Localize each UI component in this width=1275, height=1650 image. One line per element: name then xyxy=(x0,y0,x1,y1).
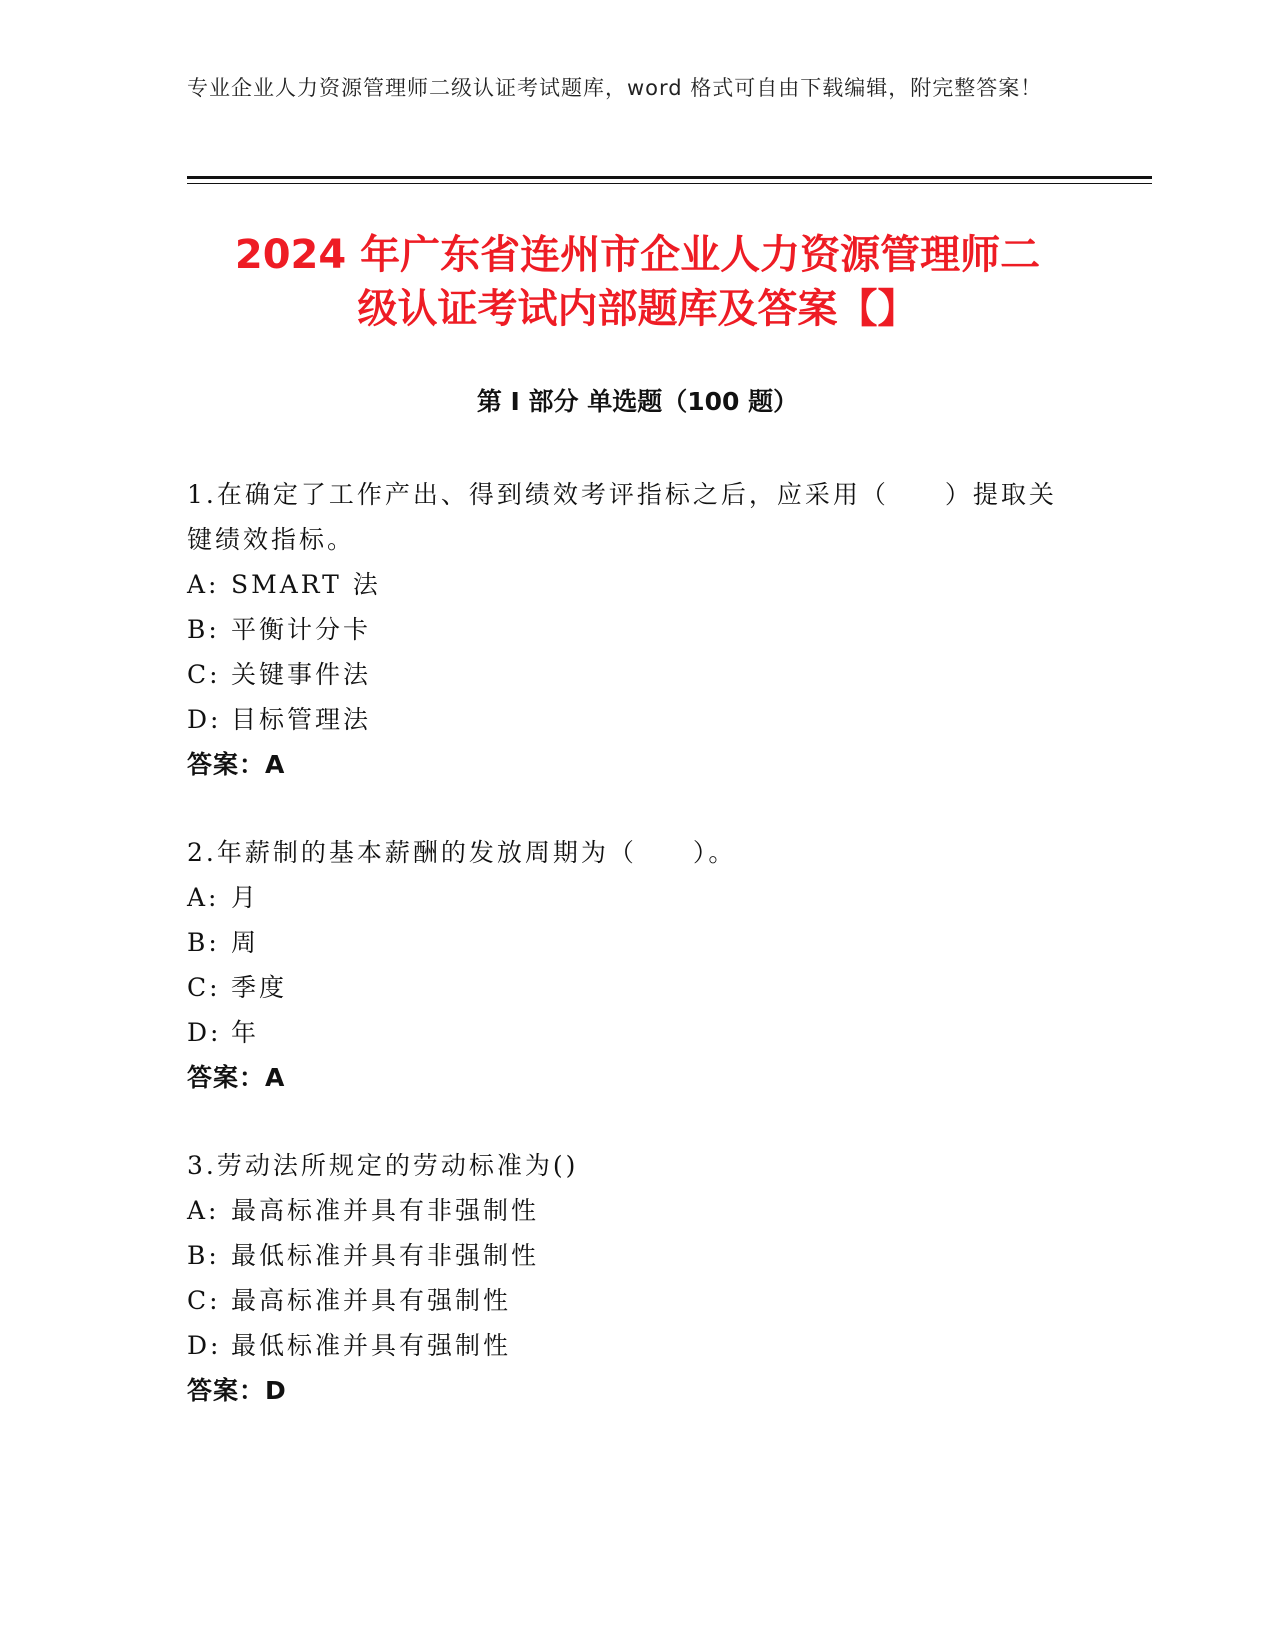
option-d xyxy=(187,1323,1067,1368)
option-c xyxy=(187,1278,1067,1323)
option-text: 最高标准并具有强制性 xyxy=(231,1286,512,1315)
header-divider-thick xyxy=(187,176,1152,179)
answer-line: 答案：A xyxy=(187,1063,286,1092)
option-text: 平衡计分卡 xyxy=(231,615,372,644)
question-1 xyxy=(187,472,1067,787)
option-letter: A: xyxy=(187,883,220,912)
answer-line: 答案：A xyxy=(187,750,286,779)
option-a xyxy=(187,875,1067,920)
option-text: 月 xyxy=(231,883,260,912)
option-c xyxy=(187,652,1067,697)
option-d xyxy=(187,1010,1067,1055)
option-text: 关键事件法 xyxy=(231,660,372,689)
option-letter: C: xyxy=(187,973,221,1002)
option-letter: B: xyxy=(187,1241,220,1270)
document-title xyxy=(150,228,1125,336)
question-stem: 2.年薪制的基本薪酬的发放周期为（ ）。 xyxy=(187,838,737,867)
option-letter: D: xyxy=(187,705,222,734)
option-text: 周 xyxy=(231,928,260,957)
option-b xyxy=(187,920,1067,965)
option-text: 最高标准并具有非强制性 xyxy=(231,1196,540,1225)
option-b xyxy=(187,607,1067,652)
option-letter: A: xyxy=(187,570,220,599)
question-3 xyxy=(187,1143,1067,1413)
option-letter: B: xyxy=(187,615,220,644)
option-text: 最低标准并具有强制性 xyxy=(231,1331,512,1360)
question-stem: 1.在确定了工作产出、得到绩效考评指标之后，应采用（ ）提取关键绩效指标。 xyxy=(187,480,1057,554)
option-d xyxy=(187,697,1067,742)
option-letter: D: xyxy=(187,1018,222,1047)
answer-line: 答案：D xyxy=(187,1376,287,1405)
option-letter: C: xyxy=(187,660,221,689)
option-letter: A: xyxy=(187,1196,220,1225)
option-text: SMART 法 xyxy=(231,570,381,599)
option-a xyxy=(187,1188,1067,1233)
question-stem: 3.劳动法所规定的劳动标准为() xyxy=(187,1151,579,1180)
option-text: 目标管理法 xyxy=(231,705,372,734)
option-text: 年 xyxy=(231,1018,260,1047)
document-title-line1: 2024 年广东省连州市企业人力资源管理师二 xyxy=(234,232,1041,278)
option-a xyxy=(187,562,1067,607)
question-2 xyxy=(187,830,1067,1100)
header-note: 专业企业人力资源管理师二级认证考试题库，word 格式可自由下载编辑，附完整答案！ xyxy=(187,76,1043,100)
option-c xyxy=(187,965,1067,1010)
section-title: 第 I 部分 单选题（100 题） xyxy=(476,387,799,416)
option-letter: B: xyxy=(187,928,220,957)
option-b xyxy=(187,1233,1067,1278)
option-letter: D: xyxy=(187,1331,222,1360)
header-divider-thin xyxy=(187,183,1152,184)
option-text: 最低标准并具有非强制性 xyxy=(231,1241,540,1270)
option-text: 季度 xyxy=(231,973,288,1002)
question-list xyxy=(187,472,1067,1456)
document-title-line2: 级认证考试内部题库及答案【】 xyxy=(357,286,918,332)
option-letter: C: xyxy=(187,1286,221,1315)
